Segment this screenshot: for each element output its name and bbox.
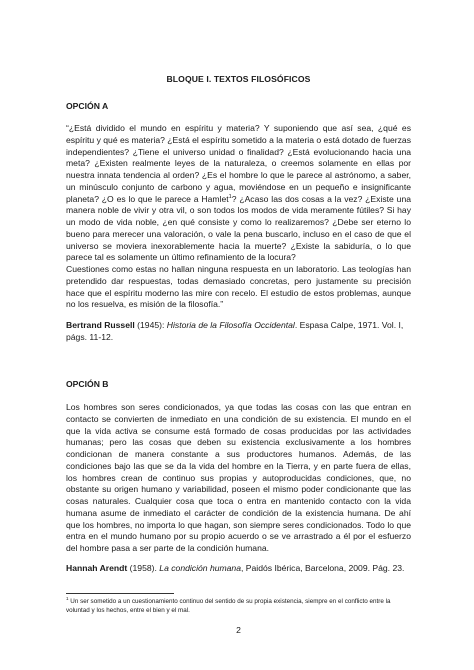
option-a-citation: [66, 320, 411, 343]
citation-author: Hannah Arendt: [66, 563, 128, 573]
footnote-marker: 1: [66, 595, 69, 601]
footnote-reference: 1: [228, 193, 232, 200]
footnote-divider: [66, 593, 174, 594]
citation-year: (1945):: [134, 320, 167, 330]
option-b-paragraph: Los hombres son seres condicionados, ya que todas las cosas con las que entran en contacto se convierten de inmediato en una condición de su existencia. El mundo en el que la vida activa se consume está formado de cosas producidas por las actividades humanas; pero las cosas que deben su existencia exclusivamente a los hombres condicionan de manera constante a sus productores humanos. Además, de las condiciones bajo las que se da la vida del hombre en la Tierra, y en parte fuera de ellas, los hombres crean de continuo sus propias y autoproducidas condiciones, que, no obstante su origen humano y variabilidad, poseen el mismo poder condicionante que las cosas naturales. Cualquier cosa que toca o entra en mantenido contacto con la vida humana asume de inmediato el carácter de condición de la existencia humana. De ahí que los hombres, no importa lo que hagan, son siempre seres condicionados. Todo lo que entra en el mundo humano por su propio acuerdo o se ve arrastrado a él por el esfuerzo del hombre pasa a ser parte de la condición humana.: [66, 402, 411, 553]
citation-work: Historia de la Filosofía Occidental: [166, 320, 295, 330]
option-b-citation: [66, 563, 411, 575]
page-number: 2: [236, 625, 241, 635]
option-a-paragraph-1-post: ? ¿Acaso las dos cosas a la vez? ¿Existe una manera noble de vivir y otra vil, o son todos los modos de vida meramente fútiles? Si hay un modo de vida noble, ¿en qué consiste y como lo realizaremos? ¿Debe ser eterno lo bueno para merecer una valoración, o vale la pena buscarlo, incluso en el caso de que el universo se moviera inexorablemente hacia la muerte? ¿Existe la sabiduría, o lo que parece tal es solamente un último refinamiento de la locura?: [66, 193, 412, 263]
option-a-paragraph-1-pre: “¿Está dividido el mundo en espíritu y materia? Y suponiendo que así sea, ¿qué es espíritu y qué es materia? ¿Está el espíritu sometido a la materia o está dotado de fuerzas independientes? ¿Tiene el universo unidad o finalidad? ¿Está evolucionando hacia una meta? ¿Existen realmente leyes de la naturaleza, o creemos solamente en ellas por nuestra innata tendencia al orden? ¿Es el hombre lo que le parece al astrónomo, a saber, un minúsculo conjunto de carbono y agua, moviéndose en un pequeño e insignificante planeta? ¿O es lo que le parece a Hamlet: [66, 123, 411, 204]
citation-details: , Paidós Ibérica, Barcelona, 2009. Pág. 23.: [241, 563, 405, 573]
citation-details: . Espasa Calpe, 1971. Vol. I, págs. 11-12.: [66, 320, 404, 342]
option-b-heading: OPCIÓN B: [66, 379, 109, 389]
citation-author: Bertrand Russell: [66, 320, 135, 330]
citation-year: (1958).: [127, 563, 160, 573]
option-a-paragraph-2: Cuestiones como estas no hallan ninguna respuesta en un laboratorio. Las teologías han pretendido dar respuestas, todas demasiado concretas, pero justamente su precisión hace que el espíritu moderno las mire con recelo. El estudio de estos problemas, aunque no los resuelva, es misión de la filosofía.”: [66, 264, 411, 310]
option-a-heading: OPCIÓN A: [66, 101, 109, 111]
footnote: [66, 597, 411, 615]
footnote-text: Un ser sometido a un cuestionamiento continuo del sentido de su propia existencia, siempre en el conflicto entre la voluntad y los hechos, entre el bien y el mal.: [66, 598, 391, 614]
section-title: BLOQUE I. TEXTOS FILOSÓFICOS: [166, 74, 311, 84]
option-a-paragraph-1: [66, 123, 411, 264]
citation-work: La condición humana: [159, 563, 241, 573]
